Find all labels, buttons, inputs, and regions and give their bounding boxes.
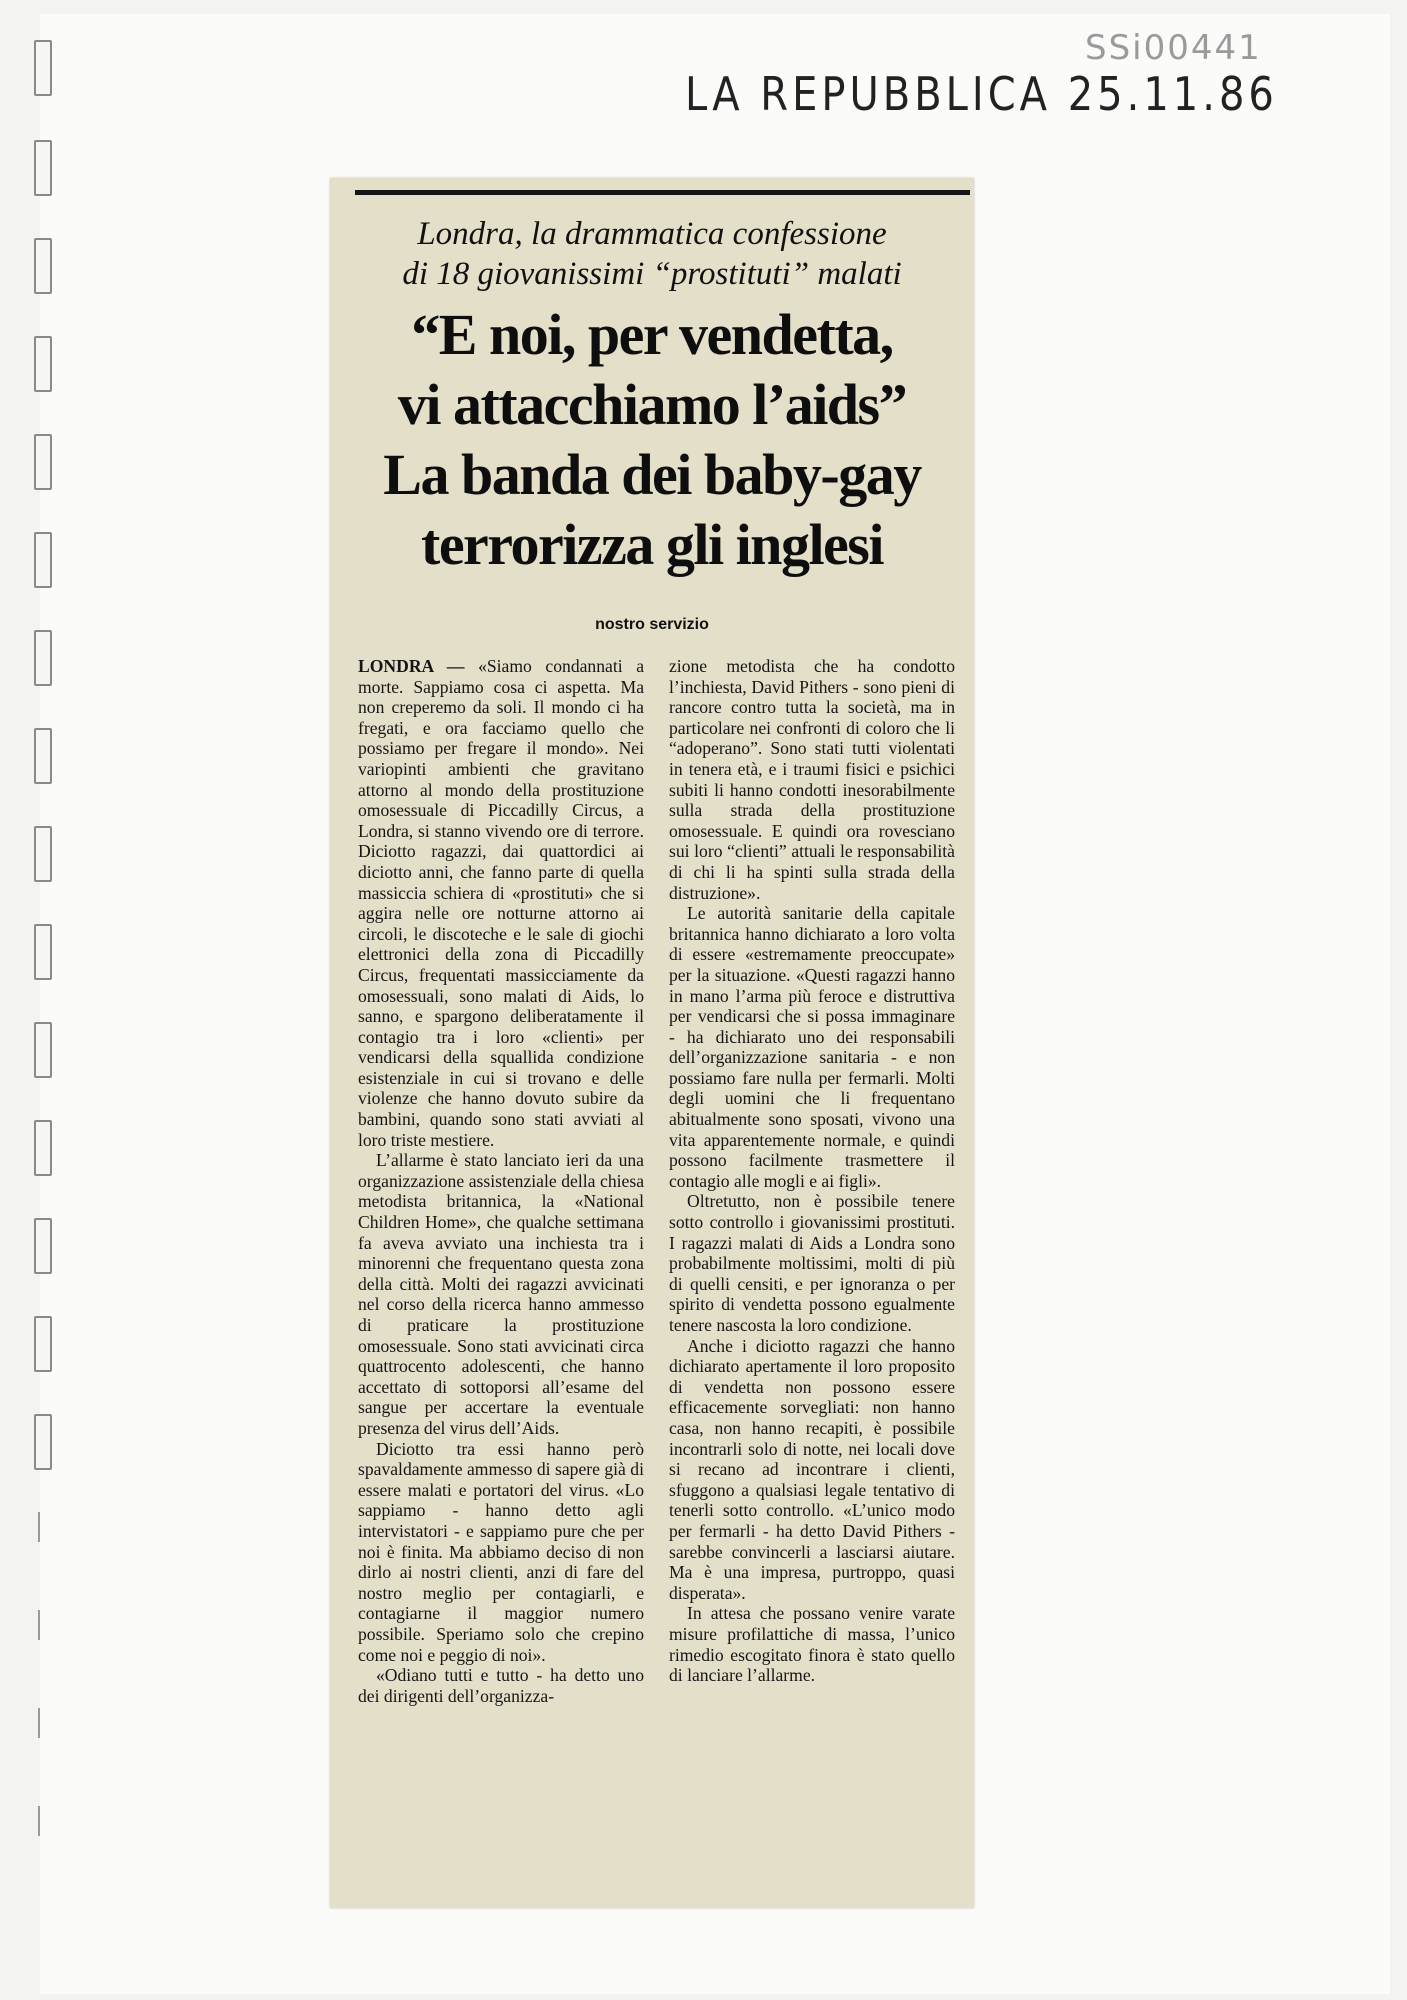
article-column-right [669, 656, 955, 1686]
binder-hole-mark [38, 1610, 40, 1640]
binder-hole [34, 140, 52, 196]
paragraph: Anche i diciotto ragazzi che hanno dichiarato apertamente il loro proposito di vendetta non possono essere efficacemente sorvegliati: non hanno casa, non hanno recapiti, è possibile incontrarli solo di notte, nei locali dove si recano ad incontrare i clienti, sfuggono a qualsiasi legale tentativo di tenerli sotto controllo. «L’unico modo per fermarli - ha detto David Pithers - sarebbe convincerli a lasciarsi aiutare. Ma è una impresa, purtroppo, quasi disperata». [669, 1335, 955, 1603]
headline [330, 300, 974, 580]
binder-hole-mark [38, 1806, 40, 1836]
paragraph-text: «Siamo condannati a morte. Sappiamo cosa ci aspetta. Ma non creperemo da soli. Il mondo ci ha fregati, e ora facciamo quello che possiamo per fregare il mondo». Nei variopinti ambienti che gravitano attorno al mondo della prostituzione omosessuale di Piccadilly Circus, a Londra, si stanno vivendo ore di terrore. Diciotto ragazzi, dai quattordici ai diciotto anni, che fanno parte di quella massiccia schiera di «prostituti» che si aggira nelle ore notturne attorno ai circoli, le discoteche e le sale di giochi elettronici della zona di Piccadilly Circus, frequentati massicciamente da omosessuali, sono malati di Aids, lo sanno, e spargono deliberatamente il contagio tra i loro «clienti» per vendicarsi della squallida condizione esistenziale in cui si trovano e delle violenze che hanno dovuto subire da bambini, quando sono stati avviati al loro triste mestiere. [358, 656, 644, 1150]
paragraph: zione metodista che ha condotto l’inchiesta, David Pithers - sono pieni di rancore contro tutta la società, ma in particolare nei confronti di coloro che li “adoperano”. Sono stati tutti violentati in tenera età, e i traumi fisici e psichici subiti li hanno condotti inesorabilmente sulla strada della prostituzione omosessuale. E quindi ora rovesciano sui loro “clienti” attuali le responsabilità di chi li ha spinti sulla strada della distruzione». [669, 656, 955, 903]
paragraph: L’allarme è stato lanciato ieri da una organizzazione assistenziale della chiesa metodista britannica, la «National Children Home», che qualche settimana fa aveva avviato una inchiesta tra i minorenni che frequentano questa zona della città. Molti dei ragazzi avvicinati nel corso della ricerca hanno ammesso di praticare la prostituzione omosessuale. Sono stati avvicinati circa quattrocento adolescenti, che hanno accettato di sottoporsi all’esame del sangue per accertare la eventuale presenza del virus dell’Aids. [358, 1150, 644, 1438]
kicker-line: Londra, la drammatica confessione [417, 216, 887, 252]
headline-line: La banda dei baby-gay [383, 442, 921, 507]
binder-hole [34, 728, 52, 784]
binder-hole [34, 924, 52, 980]
paragraph [358, 656, 644, 1150]
dateline: LONDRA — [358, 656, 465, 676]
binder-hole [34, 826, 52, 882]
binder-hole [34, 336, 52, 392]
paragraph: In attesa che possano venire varate misure profilattiche di massa, l’unico rimedio escogitato finora è stato quello di lanciare l’allarme. [669, 1603, 955, 1686]
binder-hole [34, 434, 52, 490]
binder-hole [34, 1316, 52, 1372]
top-rule [355, 190, 970, 195]
archive-id-note: SSi00441 [1085, 28, 1262, 68]
headline-line: “E noi, per vendetta, [411, 302, 893, 367]
article-column-left [358, 656, 644, 1706]
binder-hole [34, 238, 52, 294]
binder-hole [34, 1120, 52, 1176]
binder-hole [34, 40, 52, 96]
paragraph: Oltretutto, non è possibile tenere sotto controllo i giovanissimi prostituti. I ragazzi malati di Aids a Londra sono probabilmente moltissimi, molti di più di quelli censiti, e per ignoranza o per spirito di vendetta possono egualmente tenere nascosta la loro condizione. [669, 1191, 955, 1335]
binder-hole [34, 630, 52, 686]
paragraph: Le autorità sanitarie della capitale britannica hanno dichiarato a loro volta di essere «estremamente preoccupate» per la situazione. «Questi ragazzi hanno in mano l’arma più feroce e distruttiva per vendicarsi che si possa immaginare - ha dichiarato uno dei responsabili dell’organizzazione sanitaria - e non possiamo fare nulla per fermarli. Molti degli uomini che li frequentano abitualmente sono sposati, vivono una vita apparentemente normale, e quindi possono facilmente trasmettere il contagio alle mogli e ai figli». [669, 903, 955, 1191]
binder-holes [34, 40, 54, 1840]
binder-hole [34, 1414, 52, 1470]
binder-hole [34, 532, 52, 588]
byline: nostro servizio [595, 616, 709, 633]
kicker-line: di 18 giovanissimi “prostituti” malati [402, 256, 902, 292]
binder-hole [34, 1022, 52, 1078]
handwritten-source-date: LA REPUBBLICA 25.11.86 [685, 68, 1278, 122]
paragraph: «Odiano tutti e tutto - ha detto uno dei dirigenti dell’organizza- [358, 1665, 644, 1706]
headline-line: terrorizza gli inglesi [421, 512, 883, 577]
binder-hole [34, 1218, 52, 1274]
binder-hole-mark [38, 1708, 40, 1738]
newspaper-clipping [330, 178, 974, 1908]
paragraph: Diciotto tra essi hanno però spavaldamente ammesso di sapere già di essere malati e portatori del virus. «Lo sappiamo - hanno detto agli intervistatori - e sappiamo pure che per noi è finita. Ma abbiamo deciso di non dirlo ai nostri clienti, anzi di fare del nostro meglio per contagiarli, e contagiarne il maggior numero possibile. Speriamo solo che crepino come noi e peggio di noi». [358, 1438, 644, 1665]
kicker [330, 214, 974, 294]
headline-line: vi attacchiamo l’aids” [397, 372, 907, 437]
binder-hole-mark [38, 1512, 40, 1542]
